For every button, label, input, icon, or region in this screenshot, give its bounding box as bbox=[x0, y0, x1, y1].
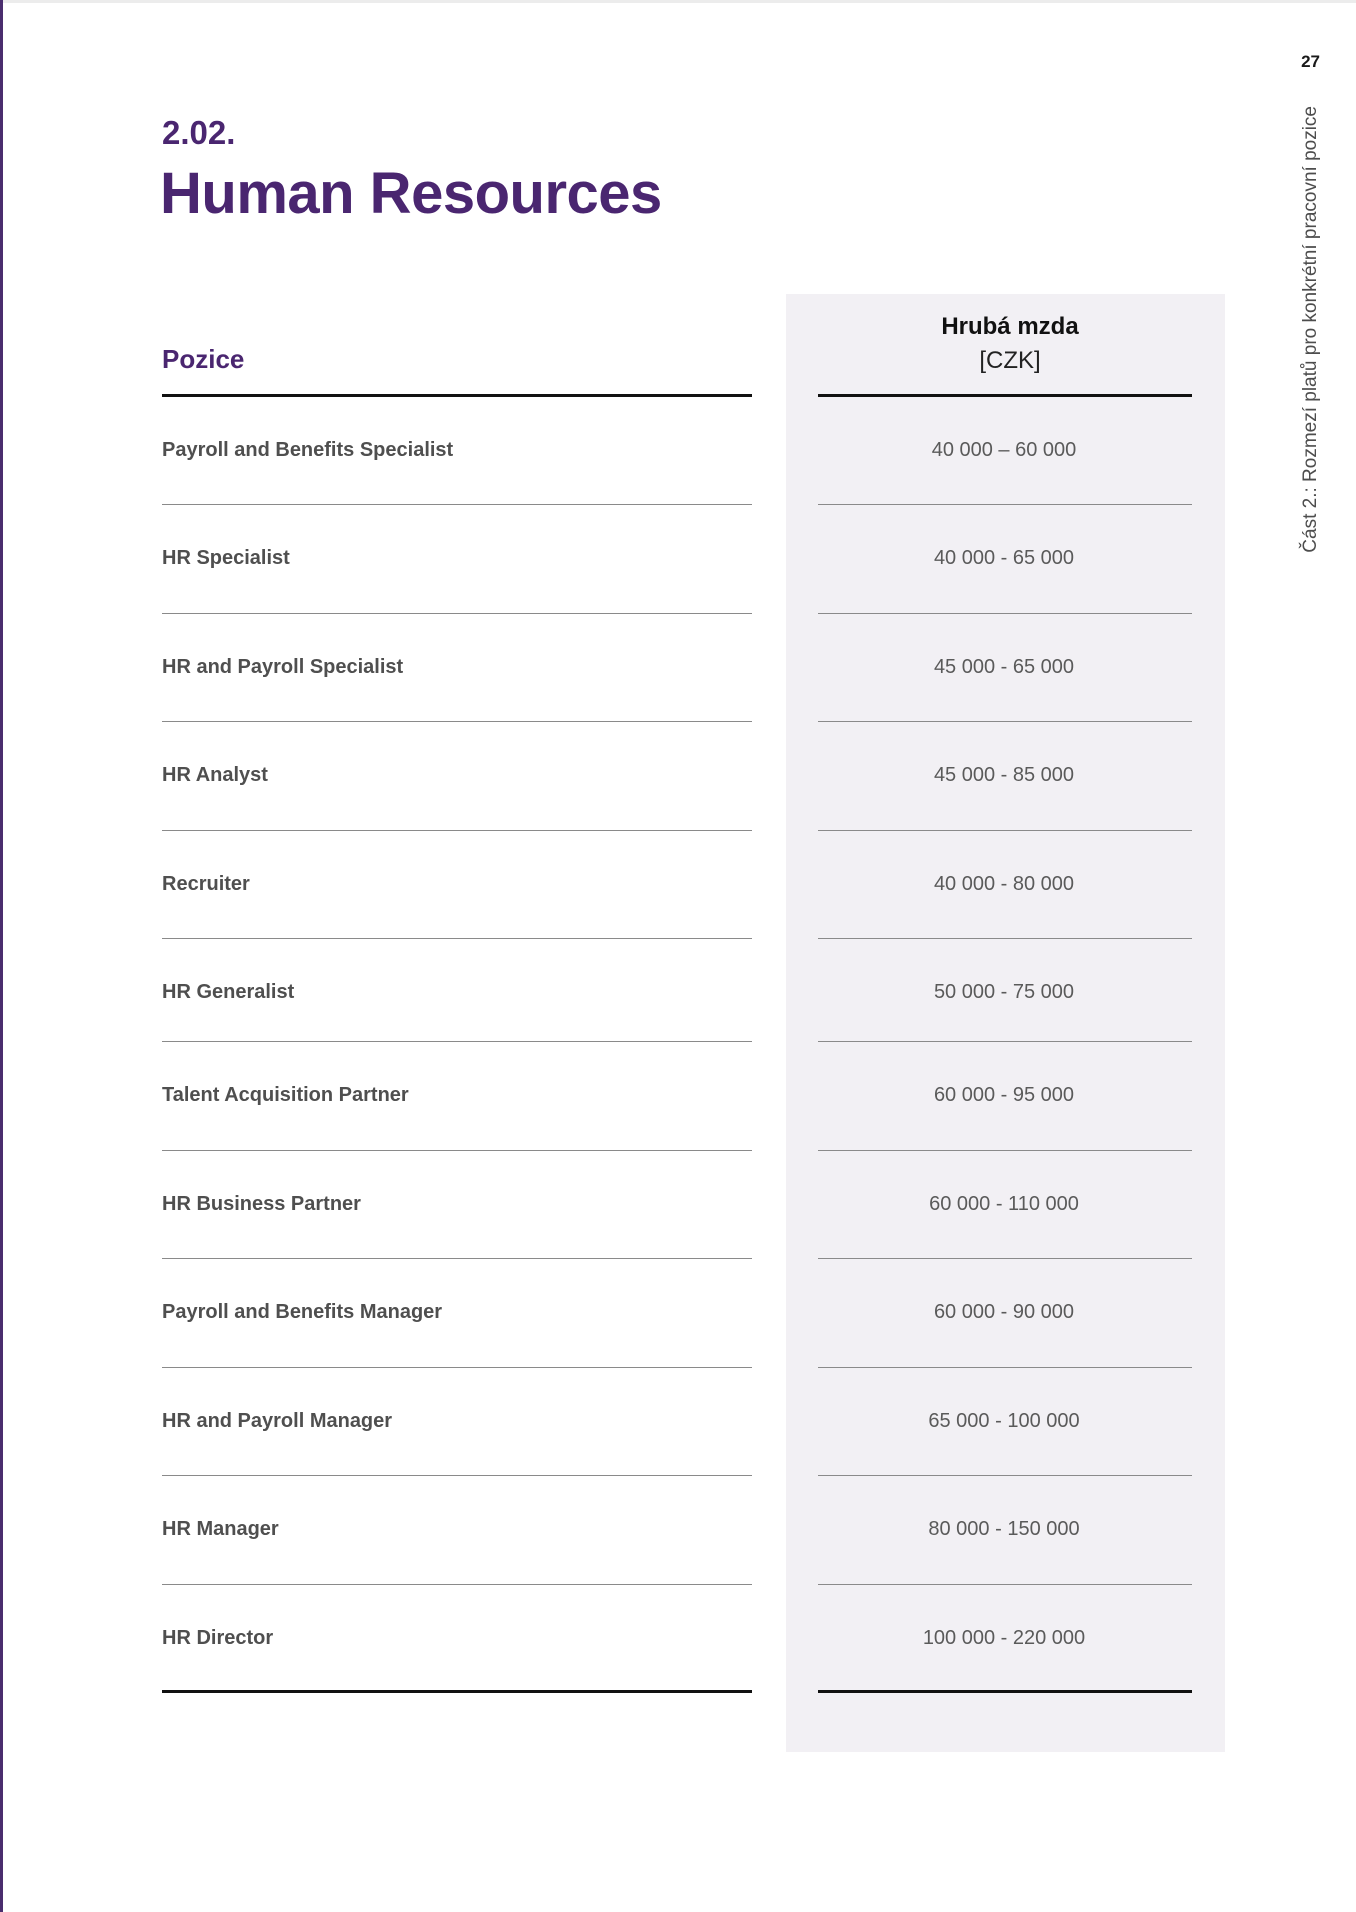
salary-header-unit: [CZK] bbox=[979, 347, 1041, 374]
table-row bbox=[0, 614, 1356, 722]
salary-range: 65 000 - 100 000 bbox=[928, 1410, 1080, 1432]
position-column-header: Pozice bbox=[162, 344, 245, 374]
salary-range: 40 000 - 80 000 bbox=[933, 873, 1075, 895]
salary-range: 40 000 - 65 000 bbox=[933, 547, 1075, 569]
page-number: 27 bbox=[1301, 52, 1320, 71]
salary-range: 45 000 - 65 000 bbox=[933, 656, 1075, 678]
table-row bbox=[0, 939, 1356, 1042]
row-divider bbox=[162, 1690, 752, 1693]
salary-range: 80 000 - 150 000 bbox=[928, 1518, 1080, 1540]
table-row bbox=[0, 505, 1356, 614]
table-row bbox=[0, 1042, 1356, 1151]
position-name: HR Analyst bbox=[162, 764, 268, 786]
position-name: Payroll and Benefits Manager bbox=[162, 1301, 443, 1323]
position-name: Payroll and Benefits Specialist bbox=[162, 439, 454, 461]
section-number: 2.02. bbox=[162, 114, 236, 151]
position-name: HR Director bbox=[162, 1627, 274, 1649]
salary-header-label: Hrubá mzda bbox=[941, 313, 1079, 340]
table-row bbox=[0, 1476, 1356, 1585]
salary-table bbox=[0, 397, 1356, 1693]
position-name: HR and Payroll Manager bbox=[162, 1410, 393, 1432]
table-row bbox=[0, 1368, 1356, 1476]
salary-range: 40 000 – 60 000 bbox=[931, 439, 1077, 461]
salary-range: 45 000 - 85 000 bbox=[933, 764, 1075, 786]
table-row bbox=[0, 1585, 1356, 1693]
position-name: Talent Acquisition Partner bbox=[162, 1084, 409, 1106]
salary-range: 60 000 - 110 000 bbox=[929, 1193, 1079, 1215]
position-name: HR Specialist bbox=[162, 547, 290, 569]
salary-column-header bbox=[818, 310, 1202, 378]
salary-range: 100 000 - 220 000 bbox=[922, 1627, 1086, 1649]
position-name: HR Generalist bbox=[162, 981, 295, 1003]
salary-range: 50 000 - 75 000 bbox=[933, 981, 1075, 1003]
salary-range: 60 000 - 90 000 bbox=[933, 1301, 1075, 1323]
table-row bbox=[0, 1151, 1356, 1259]
section-title: Human Resources bbox=[160, 161, 662, 226]
table-row bbox=[0, 397, 1356, 505]
position-name: HR and Payroll Specialist bbox=[162, 656, 404, 678]
side-caption: Část 2.: Rozmezí platů pro konkrétní pracovní pozice bbox=[1300, 106, 1321, 553]
row-divider bbox=[818, 1690, 1192, 1693]
table-row bbox=[0, 1259, 1356, 1368]
table-row bbox=[0, 831, 1356, 939]
position-name: HR Business Partner bbox=[162, 1193, 361, 1215]
position-name: HR Manager bbox=[162, 1518, 279, 1540]
top-edge-rule bbox=[3, 0, 1356, 3]
table-row bbox=[0, 722, 1356, 831]
position-name: Recruiter bbox=[162, 873, 250, 895]
salary-range: 60 000 - 95 000 bbox=[933, 1084, 1075, 1106]
